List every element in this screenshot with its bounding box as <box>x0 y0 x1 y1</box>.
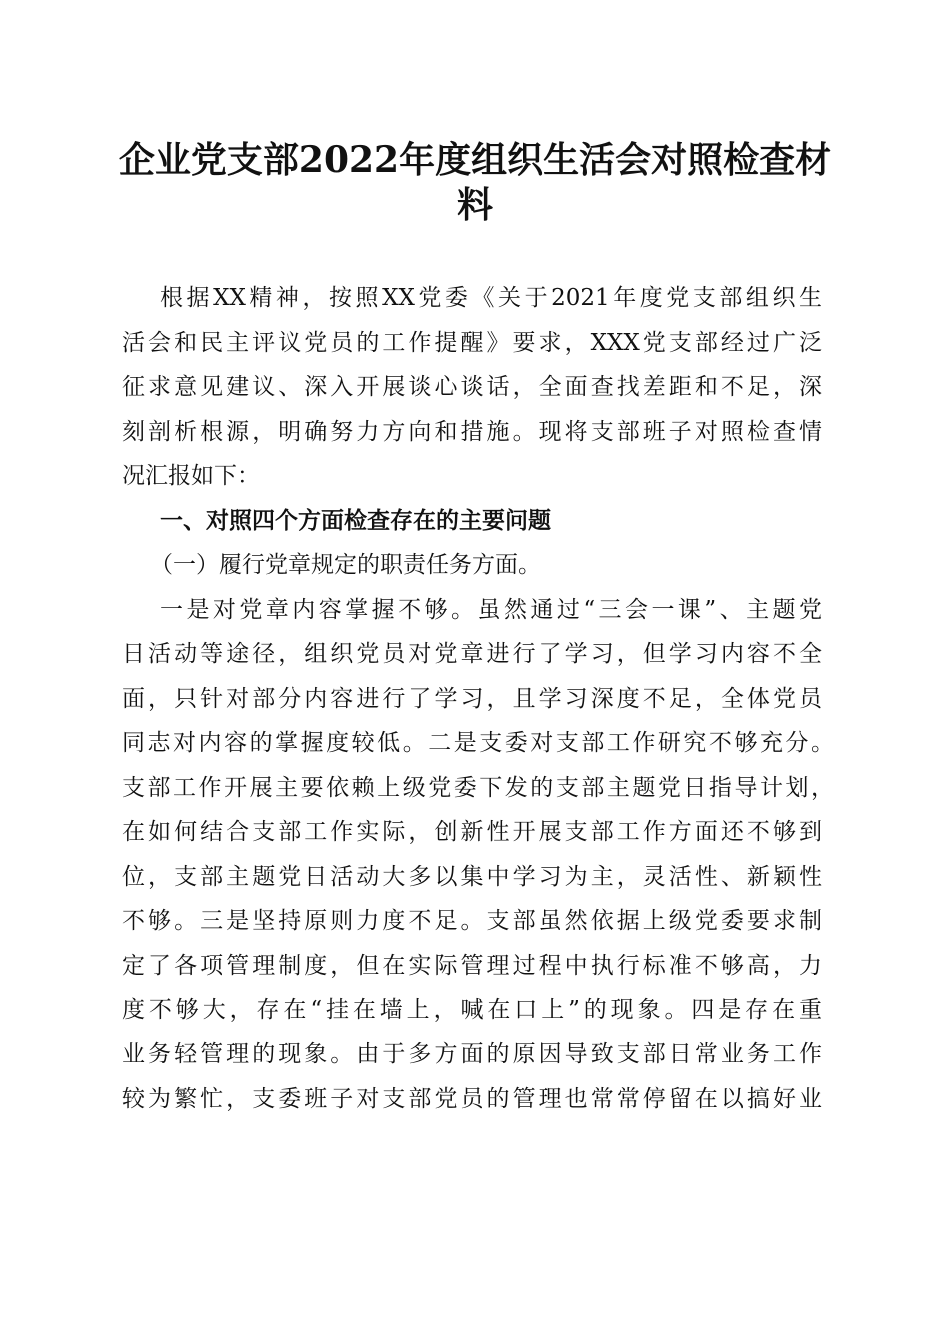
body-paragraph-line: 在如何结合支部工作实际，创新性开展支部工作方面还不够到 <box>122 819 822 845</box>
body-paragraph-line: 一是对党章内容掌握不够。虽然通过“三会一课”、主题党 <box>160 597 822 623</box>
body-paragraph-line: 度不够大，存在“挂在墙上，喊在口上”的现象。四是存在重 <box>122 997 822 1023</box>
body-paragraph-line: 同志对内容的掌握度较低。二是支委对支部工作研究不够充分。 <box>122 730 834 756</box>
intro-paragraph-line: 刻剖析根源，明确努力方向和措施。现将支部班子对照检查情 <box>122 419 822 445</box>
document-title-line-1: 企业党支部2022年度组织生活会对照检查材 <box>118 139 832 181</box>
body-paragraph-line: 面，只针对部分内容进行了学习，且学习深度不足，全体党员 <box>122 686 822 712</box>
body-paragraph-line: 日活动等途径，组织党员对党章进行了学习，但学习内容不全 <box>122 641 822 667</box>
subsection-heading: （一）履行党章规定的职责任务方面。 <box>150 552 541 578</box>
body-paragraph-line: 支部工作开展主要依赖上级党委下发的支部主题党日指导计划， <box>122 775 834 801</box>
document-title-line-2: 料 <box>456 184 493 226</box>
intro-paragraph-line: 征求意见建议、深入开展谈心谈话，全面查找差距和不足，深 <box>122 374 822 400</box>
body-paragraph-line: 较为繁忙，支委班子对支部党员的管理也常常停留在以搞好业 <box>122 1086 822 1112</box>
intro-paragraph-line: 根据XX精神，按照XX党委《关于2021年度党支部组织生 <box>160 285 822 311</box>
intro-paragraph-line: 活会和民主评议党员的工作提醒》要求，XXX党支部经过广泛 <box>122 330 822 356</box>
body-paragraph-line: 业务轻管理的现象。由于多方面的原因导致支部日常业务工作 <box>122 1041 822 1067</box>
body-paragraph-line: 不够。三是坚持原则力度不足。支部虽然依据上级党委要求制 <box>122 908 822 934</box>
intro-paragraph-line: 况汇报如下： <box>122 463 260 489</box>
body-paragraph-line: 定了各项管理制度，但在实际管理过程中执行标准不够高，力 <box>122 953 822 979</box>
body-paragraph-line: 位，支部主题党日活动大多以集中学习为主，灵活性、新颖性 <box>122 864 822 890</box>
section-heading: 一、对照四个方面检查存在的主要问题 <box>160 508 551 534</box>
